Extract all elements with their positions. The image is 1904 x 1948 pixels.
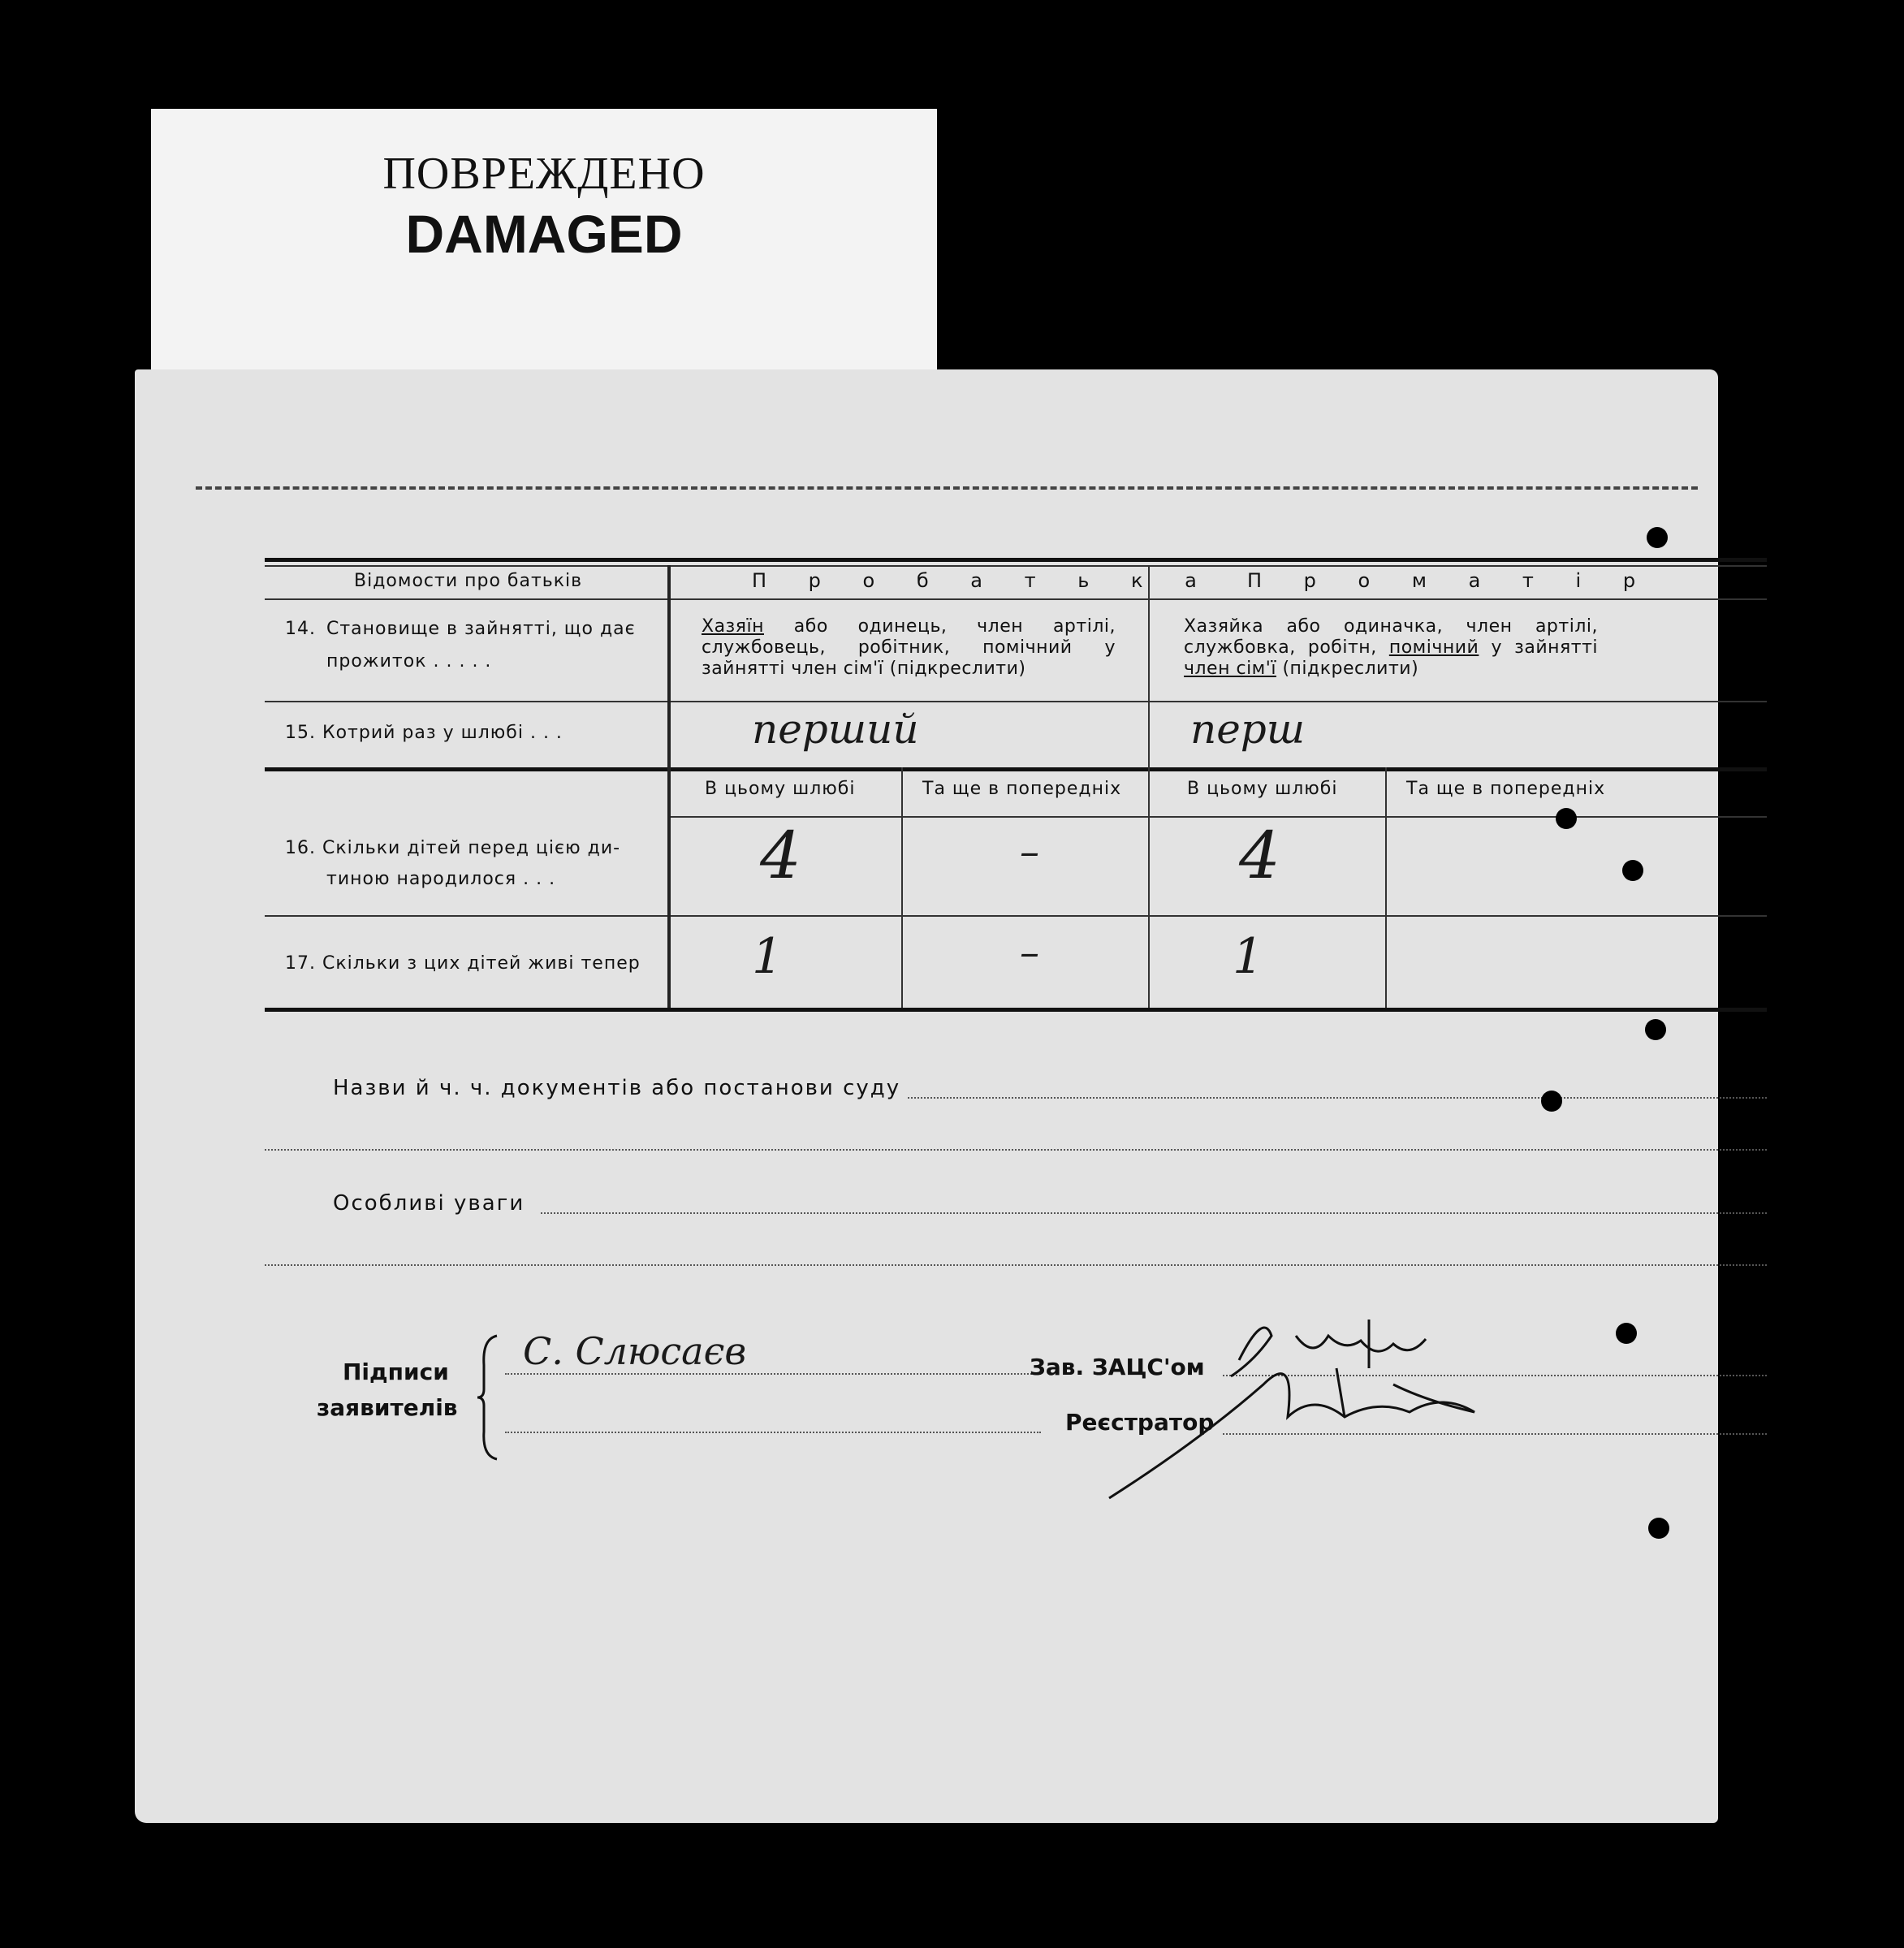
header-mother: П р о м а т і р (1247, 569, 1654, 592)
row17-father-this: 1 (752, 928, 784, 985)
notes-line-1 (541, 1212, 1767, 1214)
row16-mother-this: 4 (1239, 818, 1280, 893)
row14-label-a: Становище в зайнятті, що дає (326, 619, 636, 639)
subhead-rule (671, 816, 1767, 818)
damaged-tag (151, 109, 937, 385)
official-signatures (1101, 1303, 1556, 1514)
row15-mother-value: перш (1190, 706, 1306, 753)
table-top-rule (265, 558, 1767, 562)
row15-rule (265, 767, 1767, 771)
row15-father-value: перший (752, 706, 919, 753)
row16-father-prev: – (1020, 829, 1039, 875)
document-sheet (135, 369, 1718, 1823)
col-divider-3 (901, 767, 903, 1008)
zags-head-label: Зав. ЗАЦС'ом (1030, 1354, 1205, 1380)
subhead-mother-this: В цьому шлюбі (1187, 779, 1338, 799)
punch-hole (1622, 860, 1643, 881)
row17-label: 17. Скільки з цих дітей живі тепер (285, 953, 641, 974)
row14-mother-underlined-2: член сім'ї (1184, 659, 1276, 679)
row14-label-b: прожиток . . . . . (326, 651, 492, 672)
docs-line-2 (265, 1149, 1767, 1151)
punch-hole (1556, 808, 1577, 829)
damaged-tag-ru: ПОВРЕЖДЕНО (382, 149, 706, 199)
row16-father-this: 4 (760, 818, 801, 893)
docs-line-1 (908, 1097, 1767, 1099)
row14-mother-text-b: у зайнятті (1491, 637, 1598, 658)
punch-hole (1541, 1091, 1562, 1112)
row14-mother-text-a: Хазяйка або одиначка, член артілі, службовка, робітн, (1184, 616, 1598, 658)
row14-rule (265, 701, 1767, 702)
row14-mother-options (1184, 616, 1598, 680)
row14-father-options (702, 616, 1116, 680)
applicant-line-2 (505, 1432, 1041, 1433)
row16-label-a: 16. Скільки дітей перед цією ди- (285, 838, 621, 858)
row15-label: 15. Котрий раз у шлюбі . . . (285, 723, 563, 743)
table-top-rule-2 (265, 565, 1767, 567)
perforation-line (196, 486, 1698, 490)
row14-father-underlined: Хазяїн (702, 616, 764, 637)
applicants-label-a: Підписи (343, 1358, 449, 1385)
row14-num: 14. (285, 619, 316, 639)
subhead-father-prev: Та ще в попередніх (922, 779, 1122, 799)
damaged-tag-en: DAMAGED (405, 204, 683, 264)
table-bottom-rule (265, 1008, 1767, 1012)
header-parents-info: Відомости про батьків (354, 571, 583, 591)
col-divider-2 (1148, 565, 1150, 1008)
punch-hole (1645, 1019, 1666, 1040)
col-divider-4 (1385, 767, 1387, 1008)
row16-rule (265, 915, 1767, 917)
punch-hole (1616, 1323, 1637, 1344)
punch-hole (1647, 527, 1668, 548)
subhead-father-this: В цьому шлюбі (705, 779, 856, 799)
subhead-mother-prev: Та ще в попередніх (1406, 779, 1606, 799)
applicants-brace (476, 1333, 500, 1462)
notes-label: Особливі уваги (333, 1191, 525, 1216)
table-head-rule (265, 598, 1767, 600)
punch-hole (1648, 1518, 1669, 1539)
row14-mother-text-c: (підкреслити) (1282, 659, 1419, 679)
registrar-label: Реєстратор (1065, 1409, 1215, 1436)
notes-line-2 (265, 1264, 1767, 1266)
row17-mother-this: 1 (1233, 928, 1264, 985)
row16-label-b: тиною народилося . . . (326, 869, 556, 889)
applicants-label-b: заявителів (317, 1394, 458, 1421)
row14-father-text: або одинець, член артілі, службовець, робітник, помічний у зайнятті член сім'ї (підкреслити) (702, 616, 1116, 679)
row14-mother-underlined: помічний (1388, 637, 1479, 658)
header-father: П р о б а т ь к а (752, 569, 1215, 592)
col-divider-1 (667, 565, 671, 1008)
docs-label: Назви й ч. ч. документів або постанови суду (333, 1076, 901, 1100)
applicant-signature: С. Слюсаєв (523, 1329, 747, 1373)
row17-father-prev: – (1020, 930, 1039, 975)
applicant-line-1 (505, 1373, 1041, 1375)
